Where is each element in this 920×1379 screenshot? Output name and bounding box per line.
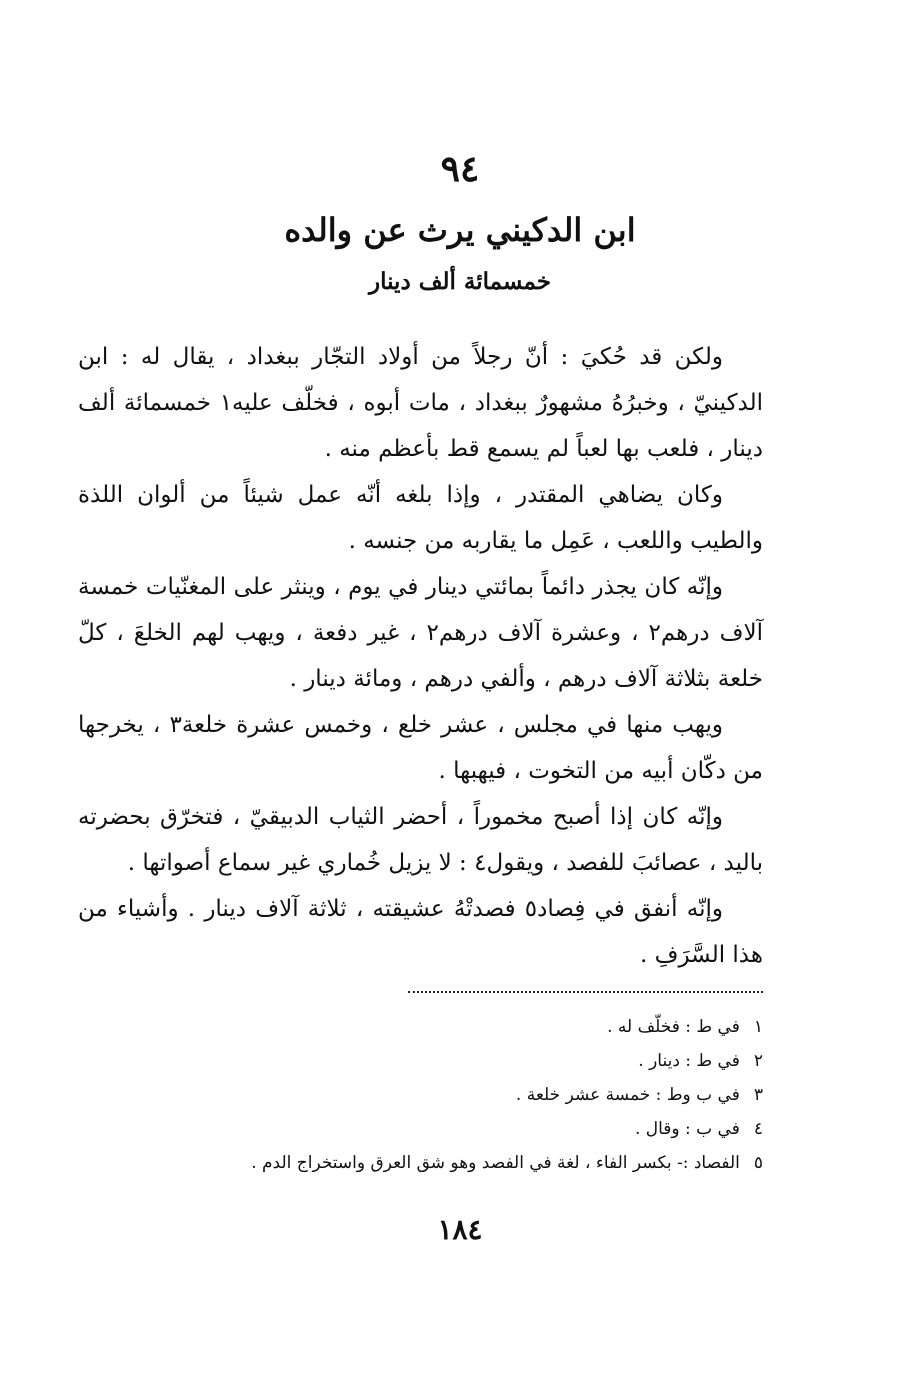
footnote-number: ٣ [753, 1085, 763, 1105]
footnote-number: ٢ [753, 1051, 763, 1071]
footnote-text: في ب : وقال . [634, 1119, 740, 1139]
paragraph: ويهب منها في مجلس ، عشر خلع ، وخمس عشرة خلعة٣ ، يخرجها من دكّان أبيه من التخوت ، فيهبها . [78, 712, 763, 784]
paragraph: وإنّه كان إذا أصبح مخموراً ، أحضر الثياب الدبيقيّ ، فتخرّق بحضرته باليد ، عصائبَ للفصد ، ويقول٤ : لا يزيل خُماري غير سماع أصواتها . [78, 804, 763, 876]
footnote [150, 1078, 763, 1112]
paragraph: وإنّه كان يجذر دائماً بمائتي دينار في يوم ، وينثر على المغنّيات خمسة آلاف درهم٢ ، وعشرة آلاف درهم٢ ، غير دفعة ، ويهب لهم الخلعَ ، كلّ خلعة بثلاثة آلاف درهم ، وألفي درهم ، ومائة دينار . [78, 574, 763, 692]
footnote [150, 1146, 763, 1180]
footnote-text: في ط : فخلّف له . [607, 1017, 740, 1037]
paragraph: ولكن قد حُكيَ : أنّ رجلاً من أولاد التجّار ببغداد ، يقال له : ابن الدكينيّ ، وخبرُهُ مشهورٌ ببغداد ، مات أبوه ، فخلّف عليه١ خمسمائة ألف دينار ، فلعب بها لعباً لم يسمع قط بأعظم منه . [78, 344, 763, 462]
footnote-text: الفصاد :- بكسر الفاء ، لغة في الفصد وهو شق العرق واستخراج الدم . [251, 1153, 740, 1173]
footnote-number: ١ [753, 1017, 763, 1037]
footnote [150, 1044, 763, 1078]
footnote-separator [408, 991, 763, 993]
page-number: ١٨٤ [437, 1213, 483, 1246]
paragraph: وإنّه أنفق في فِصاد٥ فصدتْهُ عشيقته ، ثلاثة آلاف دينار . وأشياء من هذا السَّرَفِ . [78, 896, 763, 968]
footnote [150, 1010, 763, 1044]
chapter-title: ابن الدكيني يرث عن والده [284, 211, 636, 249]
footnote [150, 1112, 763, 1146]
footnote-text: في ط : دينار . [638, 1051, 740, 1071]
footnote-text: في ب وط : خمسة عشر خلعة . [515, 1085, 740, 1105]
footnotes [150, 1010, 763, 1180]
footnote-number: ٥ [753, 1153, 763, 1173]
footnote-number: ٤ [753, 1119, 763, 1139]
chapter-number: ٩٤ [440, 148, 480, 190]
body-text [78, 334, 763, 978]
paragraph: وكان يضاهي المقتدر ، وإذا بلغه أنّه عمل شيئاً من ألوان اللذة والطيب واللعب ، عَمِل ما يقاربه من جنسه . [78, 482, 763, 554]
chapter-subtitle: خمسمائة ألف دينار [369, 268, 551, 295]
